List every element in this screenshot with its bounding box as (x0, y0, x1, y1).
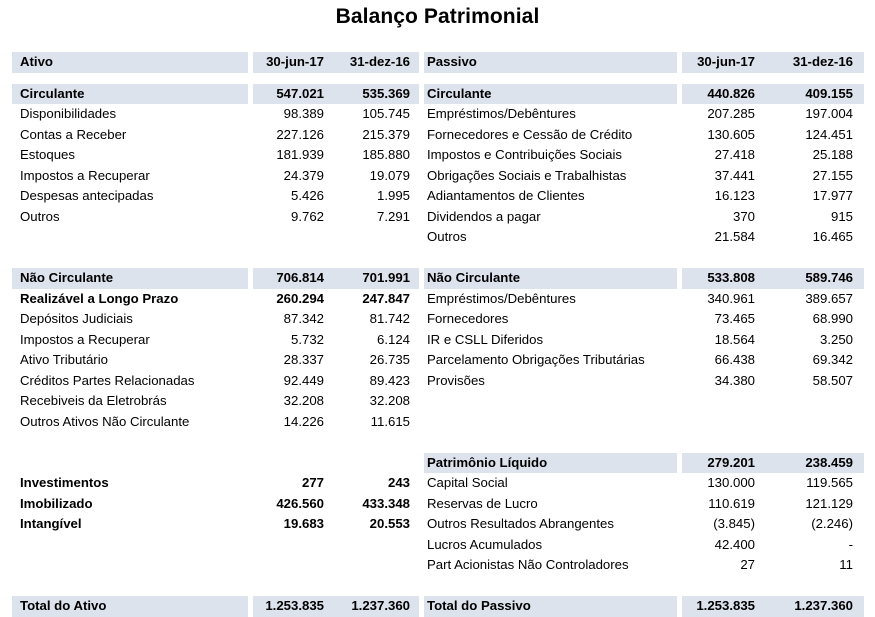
asset-row-value-1: 19.683 (248, 514, 333, 535)
asset-row-value-2: 701.991 (333, 268, 419, 289)
liability-row-label: Obrigações Sociais e Trabalhistas (419, 166, 677, 187)
asset-row-label: Impostos a Recuperar (20, 167, 150, 183)
liability-row-value-2: 17.977 (812, 188, 853, 203)
liability-row-value-2: 16.465 (812, 229, 853, 244)
pad-right (864, 514, 875, 535)
asset-row-value-2: 433.348 (362, 495, 410, 511)
pad-right (864, 576, 875, 597)
liability-row-value-2: 25.188 (812, 147, 853, 162)
balance-sheet-body (0, 52, 875, 617)
pad-right (864, 494, 875, 515)
pad-right (864, 391, 875, 412)
pad-left (0, 596, 12, 617)
liability-row-value-2 (764, 576, 864, 597)
asset-row-label (12, 432, 248, 453)
liability-row-value-1: 42.400 (677, 535, 764, 556)
table-row (0, 514, 875, 535)
liability-row-value-2: 58.507 (812, 372, 853, 388)
header-liabilities-period-1: 30-jun-17 (677, 52, 764, 73)
asset-row-label: Disponibilidades (20, 106, 117, 121)
asset-row-value-1: 9.762 (248, 207, 333, 228)
table-row (0, 84, 875, 105)
liability-row-label: Lucros Acumulados (419, 535, 677, 556)
liability-row-value-1 (677, 248, 764, 269)
table-row (0, 555, 875, 576)
liability-row-value-2: 915 (830, 208, 853, 224)
liability-row-label (419, 248, 677, 269)
liability-row-label: Circulante (419, 84, 677, 105)
liability-row-value-2: 27.155 (812, 167, 853, 183)
asset-row-value-2: 243 (387, 475, 410, 490)
asset-row-value-2: 215.379 (362, 126, 410, 142)
liability-row-value-2: 11 (839, 557, 853, 572)
liability-row-value-1: 130.000 (677, 473, 764, 494)
asset-row-value-2: 11.615 (370, 413, 410, 429)
pad-right (864, 309, 875, 330)
pad-left (0, 207, 12, 228)
pad-right (864, 535, 875, 556)
table-row (0, 494, 875, 515)
pad-left (0, 289, 12, 310)
asset-row-label (12, 248, 248, 269)
asset-row-value-2 (333, 576, 419, 597)
liability-row-value-2: 3.250 (819, 331, 853, 347)
asset-row-value-1: 426.560 (248, 494, 333, 515)
asset-row-value-2 (333, 453, 419, 474)
liability-row-label: Outros (419, 227, 677, 248)
pad-right (864, 145, 875, 166)
pad-right (864, 453, 875, 474)
header-gap (0, 73, 875, 84)
liability-row-value-2: 119.565 (806, 475, 853, 490)
pad-right (864, 84, 875, 105)
asset-row-value-1: 706.814 (248, 268, 333, 289)
pad-left (0, 145, 12, 166)
asset-row-label: Intangível (20, 516, 82, 531)
liability-row-label: Dividendos a pagar (419, 207, 677, 228)
pad-right (864, 268, 875, 289)
asset-row-value-1 (248, 576, 333, 597)
pad-right (864, 186, 875, 207)
pad-right (864, 555, 875, 576)
liability-row-label: Outros Resultados Abrangentes (419, 514, 677, 535)
liability-row-value-1: 370 (677, 207, 764, 228)
asset-row-label: Imobilizado (20, 495, 93, 511)
asset-row-value-2: 89.423 (369, 372, 410, 388)
table-row (0, 391, 875, 412)
liability-row-value-1: 66.438 (677, 350, 764, 371)
table-row (0, 248, 875, 269)
asset-row-label: Ativo Tributário (20, 352, 108, 367)
balance-sheet-table (0, 52, 875, 617)
table-row (0, 473, 875, 494)
asset-row-label: Estoques (20, 147, 75, 162)
asset-row-label: Impostos a Recuperar (20, 331, 150, 347)
table-row (0, 432, 875, 453)
liability-row-value-2 (764, 412, 864, 433)
asset-row-label: Circulante (12, 84, 248, 105)
pad-right (864, 371, 875, 392)
asset-row-value-1: 28.337 (248, 350, 333, 371)
asset-row-value-2 (333, 555, 419, 576)
asset-row-value-2: 535.369 (333, 84, 419, 105)
total-liabilities-value-1: 1.253.835 (677, 596, 764, 617)
header-assets-label: Ativo (12, 52, 248, 73)
asset-row-label: Outros (20, 208, 60, 224)
asset-row-value-2: 26.735 (369, 352, 410, 367)
pad-left (0, 330, 12, 351)
asset-row-label: Créditos Partes Relacionadas (20, 372, 195, 388)
asset-row-value-2: 1.995 (376, 188, 410, 203)
liability-row-value-1 (677, 391, 764, 412)
asset-row-value-2: 7.291 (376, 208, 410, 224)
pad-right (864, 412, 875, 433)
pad-right (864, 248, 875, 269)
asset-row-label: Despesas antecipadas (20, 188, 154, 203)
asset-row-value-1 (248, 227, 333, 248)
liability-row-value-1: 207.285 (677, 104, 764, 125)
liability-row-value-1: 440.826 (677, 84, 764, 105)
liability-row-value-1: 110.619 (677, 494, 764, 515)
pad-left (0, 412, 12, 433)
asset-row-label: Investimentos (20, 475, 109, 490)
table-row (0, 309, 875, 330)
total-assets-label: Total do Ativo (12, 596, 248, 617)
asset-row-value-2 (333, 227, 419, 248)
header-assets-period-2: 31-dez-16 (333, 52, 419, 73)
pad-right (864, 473, 875, 494)
total-assets-value-1: 1.253.835 (248, 596, 333, 617)
asset-row-label: Depósitos Judiciais (20, 311, 133, 326)
table-row (0, 289, 875, 310)
pad-left (0, 473, 12, 494)
page-title: Balanço Patrimonial (335, 5, 540, 28)
liability-row-label: Empréstimos/Debêntures (419, 289, 677, 310)
header-liabilities-period-2: 31-dez-16 (764, 52, 864, 73)
asset-row-label (12, 555, 248, 576)
asset-row-value-2: 20.553 (369, 516, 410, 531)
pad-left (0, 186, 12, 207)
table-row (0, 371, 875, 392)
table-row (0, 166, 875, 187)
liability-row-value-2: - (848, 536, 853, 552)
pad-left (0, 514, 12, 535)
asset-row-value-1: 5.426 (248, 186, 333, 207)
liability-row-label (419, 412, 677, 433)
liability-row-value-2: (2.246) (811, 516, 853, 531)
liability-row-label: Patrimônio Líquido (419, 453, 677, 474)
pad-right (864, 207, 875, 228)
table-row (0, 125, 875, 146)
liability-row-value-2: 69.342 (812, 352, 853, 367)
table-row (0, 453, 875, 474)
liability-row-label: Impostos e Contribuições Sociais (419, 145, 677, 166)
pad-left (0, 227, 12, 248)
asset-row-value-2: 247.847 (362, 290, 410, 306)
table-row (0, 330, 875, 351)
asset-row-value-2: 105.745 (362, 106, 410, 121)
pad-left (0, 52, 12, 73)
liability-row-value-1: (3.845) (677, 514, 764, 535)
liability-row-value-1 (677, 412, 764, 433)
pad-left (0, 453, 12, 474)
asset-row-value-2: 185.880 (362, 147, 410, 162)
asset-row-value-1: 227.126 (248, 125, 333, 146)
asset-row-value-1 (248, 432, 333, 453)
asset-row-value-1 (248, 248, 333, 269)
table-row (0, 576, 875, 597)
pad-left (0, 576, 12, 597)
pad-left (0, 391, 12, 412)
asset-row-value-1: 277 (248, 473, 333, 494)
liability-row-label (419, 432, 677, 453)
liability-row-label: Parcelamento Obrigações Tributárias (419, 350, 677, 371)
table-row (0, 104, 875, 125)
table-row (0, 535, 875, 556)
pad-right (864, 432, 875, 453)
liability-row-value-2: 124.451 (805, 126, 853, 142)
asset-row-value-1: 92.449 (248, 371, 333, 392)
liability-row-value-1: 340.961 (677, 289, 764, 310)
liability-row-value-2: 589.746 (764, 268, 864, 289)
asset-row-value-2 (333, 432, 419, 453)
pad-right (864, 166, 875, 187)
table-row (0, 268, 875, 289)
liability-row-label: Empréstimos/Debêntures (419, 104, 677, 125)
liability-row-value-2 (764, 391, 864, 412)
pad-left (0, 494, 12, 515)
asset-row-value-2: 32.208 (369, 393, 410, 408)
asset-row-label (12, 535, 248, 556)
pad-left (0, 104, 12, 125)
liability-row-label: Provisões (419, 371, 677, 392)
pad-left (0, 268, 12, 289)
pad-left (0, 432, 12, 453)
header-liabilities-label: Passivo (419, 52, 677, 73)
total-assets-value-2: 1.237.360 (333, 596, 419, 617)
pad-right (864, 596, 875, 617)
asset-row-label (12, 453, 248, 474)
asset-row-value-1: 14.226 (248, 412, 333, 433)
liability-row-value-1: 21.584 (677, 227, 764, 248)
table-row (0, 350, 875, 371)
pad-left (0, 371, 12, 392)
pad-left (0, 555, 12, 576)
liability-row-label (419, 576, 677, 597)
liability-row-label: Adiantamentos de Clientes (419, 186, 677, 207)
asset-row-value-2 (333, 248, 419, 269)
liability-row-value-2: 121.129 (805, 495, 853, 511)
pad-right (864, 289, 875, 310)
asset-row-value-2: 6.124 (376, 331, 410, 347)
table-row (0, 207, 875, 228)
asset-row-label: Outros Ativos Não Circulante (20, 413, 190, 429)
liability-row-label: Part Acionistas Não Controladores (419, 555, 677, 576)
asset-row-value-1: 181.939 (248, 145, 333, 166)
liability-row-value-1: 130.605 (677, 125, 764, 146)
liability-row-value-1: 279.201 (677, 453, 764, 474)
total-liabilities-value-2: 1.237.360 (764, 596, 864, 617)
asset-row-value-1: 260.294 (248, 289, 333, 310)
asset-row-value-2 (333, 535, 419, 556)
pad-right (864, 125, 875, 146)
pad-right (864, 330, 875, 351)
liability-row-value-1: 18.564 (677, 330, 764, 351)
liability-row-label: Reservas de Lucro (419, 494, 677, 515)
liability-row-label: Fornecedores (419, 309, 677, 330)
liability-row-value-2: 68.990 (812, 311, 853, 326)
table-header-row (0, 52, 875, 73)
pad-right (864, 350, 875, 371)
pad-left (0, 248, 12, 269)
pad-left (0, 535, 12, 556)
asset-row-value-1: 32.208 (248, 391, 333, 412)
pad-right (864, 227, 875, 248)
table-row (0, 186, 875, 207)
table-row (0, 412, 875, 433)
pad-left (0, 309, 12, 330)
pad-left (0, 166, 12, 187)
liability-row-value-2: 197.004 (805, 106, 853, 121)
liability-row-label (419, 391, 677, 412)
asset-row-value-1 (248, 535, 333, 556)
pad-left (0, 125, 12, 146)
asset-row-value-1: 5.732 (248, 330, 333, 351)
total-liabilities-label: Total do Passivo (419, 596, 677, 617)
liability-row-value-2 (764, 248, 864, 269)
liability-row-value-1: 37.441 (677, 166, 764, 187)
asset-row-value-1: 24.379 (248, 166, 333, 187)
asset-row-label: Não Circulante (12, 268, 248, 289)
asset-row-label (12, 576, 248, 597)
liability-row-value-1: 533.808 (677, 268, 764, 289)
asset-row-value-1 (248, 453, 333, 474)
asset-row-label: Contas a Receber (20, 126, 127, 142)
liability-row-value-2: 238.459 (764, 453, 864, 474)
asset-row-value-1 (248, 555, 333, 576)
liability-row-label: Não Circulante (419, 268, 677, 289)
pad-right (864, 52, 875, 73)
liability-row-value-1: 73.465 (677, 309, 764, 330)
table-row (0, 145, 875, 166)
header-assets-period-1: 30-jun-17 (248, 52, 333, 73)
asset-row-label: Recebiveis da Eletrobrás (20, 393, 167, 408)
liability-row-value-1: 34.380 (677, 371, 764, 392)
liability-row-label: IR e CSLL Diferidos (419, 330, 677, 351)
pad-left (0, 84, 12, 105)
table-total-row (0, 596, 875, 617)
asset-row-label: Realizável a Longo Prazo (20, 290, 179, 306)
pad-right (864, 104, 875, 125)
liability-row-value-2: 409.155 (764, 84, 864, 105)
liability-row-value-1 (677, 432, 764, 453)
table-row (0, 227, 875, 248)
liability-row-label: Fornecedores e Cessão de Crédito (419, 125, 677, 146)
pad-left (0, 350, 12, 371)
liability-row-value-2 (764, 432, 864, 453)
liability-row-value-1: 27 (677, 555, 764, 576)
asset-row-value-2: 19.079 (369, 167, 410, 183)
asset-row-value-1: 98.389 (248, 104, 333, 125)
asset-row-value-2: 81.742 (369, 311, 410, 326)
liability-row-value-2: 389.657 (805, 290, 853, 306)
asset-row-value-1: 87.342 (248, 309, 333, 330)
liability-row-label: Capital Social (419, 473, 677, 494)
asset-row-label (12, 227, 248, 248)
asset-row-value-1: 547.021 (248, 84, 333, 105)
liability-row-value-1: 16.123 (677, 186, 764, 207)
liability-row-value-1 (677, 576, 764, 597)
liability-row-value-1: 27.418 (677, 145, 764, 166)
